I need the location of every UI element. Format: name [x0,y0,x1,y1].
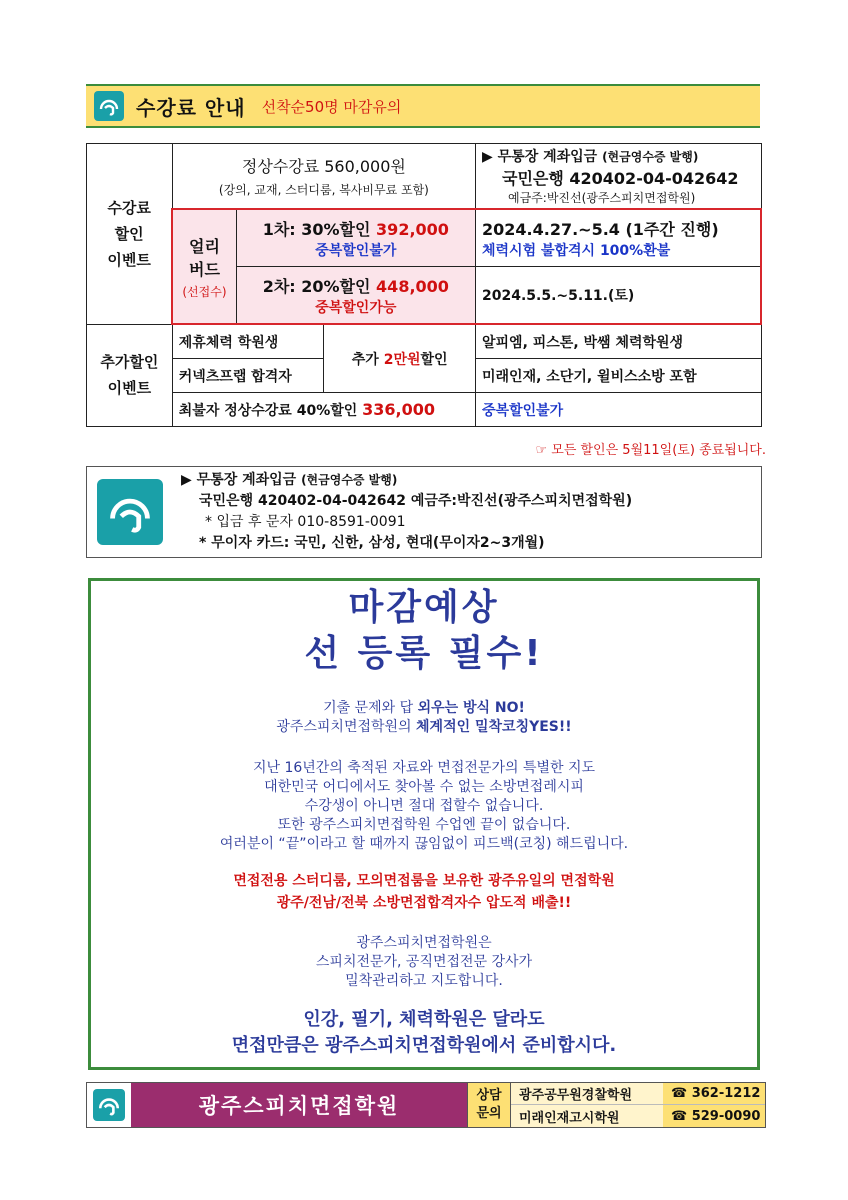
lowest-note: 중복할인불가 [476,393,762,427]
category-extra-discount: 추가할인 이벤트 [87,324,173,427]
contact-grid [511,1083,765,1127]
headline-register: 선 등록 필수! [304,633,544,674]
regular-fee-cell [172,144,475,210]
regular-fee-note: (강의, 교재, 스터디룸, 복사비무료 포함) [218,183,429,197]
notice-paragraph: 스피치전문가, 공직면접전문 강사가 [315,954,533,970]
partner-passer: 커넥츠프랩 합격자 [172,359,324,393]
notice-highlight: 면접전용 스터디룸, 모의면접룸을 보유한 광주유일의 면접학원 [233,873,615,889]
notice-paragraph: 밀착관리하고 지도합니다. [345,973,503,989]
notice-paragraph: 또한 광주스피치면접학원 수업엔 끝이 없습니다. [277,817,571,833]
notice-paragraph: 지난 16년간의 축적된 자료와 면접전문가의 특별한 지도 [252,760,596,776]
bank-holder: 예금주:박진선(광주스피치면접학원) [508,191,696,205]
extra-discount: 추가 2만원할인 [324,324,476,393]
round1-period-cell: 2024.4.27.~5.4 (1주간 진행) 체력시험 불합격시 100%환불 [476,209,762,267]
academy-logo-icon [97,479,163,545]
partner-right-2: 미래인재, 소단기, 윌비스소방 포함 [476,359,762,393]
notice-line-2: 광주스피치면접학원의 체계적인 밀착코칭YES!! [276,719,572,735]
payment-sms: * 입금 후 문자 010-8591-0091 [205,514,406,530]
round1-cell: 1차: 30%할인 392,000 중복할인불가 [236,209,475,267]
notice-closing: 면접만큼은 광주스피치면접학원에서 준비합시다. [231,1035,617,1056]
academy-logo-icon [94,91,124,121]
notice-closing: 인강, 필기, 체력학원은 달라도 [303,1009,545,1030]
lowest-discount: 최불자 정상수강료 40%할인 336,000 [172,393,475,427]
phone-1[interactable]: ☎ 362-1212 [663,1083,765,1105]
bank-info-cell: ▶ 무통장 계좌입금 (현금영수증 발행) 국민은행 420402-04-042642 예금주:박진선(광주스피치면접학원) [476,144,762,210]
branch-2: 미래인재고시학원 [511,1105,663,1127]
notice-line-1: 기출 문제와 답 외우는 방식 NO! [323,700,525,716]
payment-title: ▶ 무통장 계좌입금 [181,472,297,488]
header-banner [86,84,760,128]
early-bird-cell: 얼리 버드 (선접수) [172,209,236,324]
payment-box: ▶ 무통장 계좌입금 (현금영수증 발행) 국민은행 420402-04-042642 예금주:박진선(광주스피치면접학원) * 입금 후 문자 010-8591-0091 * 무이자 카드: 국민, 신한, 삼성, 현대(무이자2~3개월) [86,466,762,558]
academy-name: 광주스피치면접학원 [131,1083,467,1127]
headline-deadline: 마감예상 [348,587,500,628]
regular-fee: 정상수강료 560,000원 [241,157,406,176]
round2-cell: 2차: 20%할인 448,000 중복할인가능 [236,267,475,325]
notice-paragraph: 광주스피치면접학원은 [356,935,492,951]
contact-label: 상담 문의 [467,1083,511,1127]
bank-account: 국민은행 420402-04-042642 [502,169,739,188]
round2-period: 2024.5.5.~5.11.(토) [476,267,762,325]
category-discount-event: 수강료 할인 이벤트 [87,144,173,325]
notice-highlight: 광주/전남/전북 소방면접합격자수 압도적 배출!! [276,895,572,911]
payment-account: 국민은행 420402-04-042642 예금주:박진선(광주스피치면접학원) [199,493,633,509]
page-title: 수강료 안내 [136,95,246,120]
phone-2[interactable]: ☎ 529-0090 [663,1105,765,1127]
notice-paragraph: 여러분이 “끝”이라고 할 때까지 끊임없이 피드백(코칭) 해드립니다. [219,836,629,852]
partner-academy: 제휴체력 학원생 [172,324,324,359]
notice-paragraph: 수강생이 아니면 절대 접할수 없습니다. [304,798,544,814]
branch-1: 광주공무원경찰학원 [511,1083,663,1105]
academy-logo-icon [93,1089,125,1121]
end-date-note: ☞ 모든 할인은 5월11일(토) 종료됩니다. [535,443,766,458]
partner-right-1: 알피엠, 피스톤, 박쌤 체력학원생 [476,324,762,359]
page-subtitle: 선착순50명 마감유의 [261,97,402,116]
notice-box [88,578,760,1070]
fee-table [86,143,762,427]
footer-bar [86,1082,766,1128]
notice-paragraph: 대한민국 어디에서도 찾아볼 수 없는 소방면접레시피 [264,779,584,795]
payment-card: * 무이자 카드: 국민, 신한, 삼성, 현대(무이자2~3개월) [199,535,545,551]
